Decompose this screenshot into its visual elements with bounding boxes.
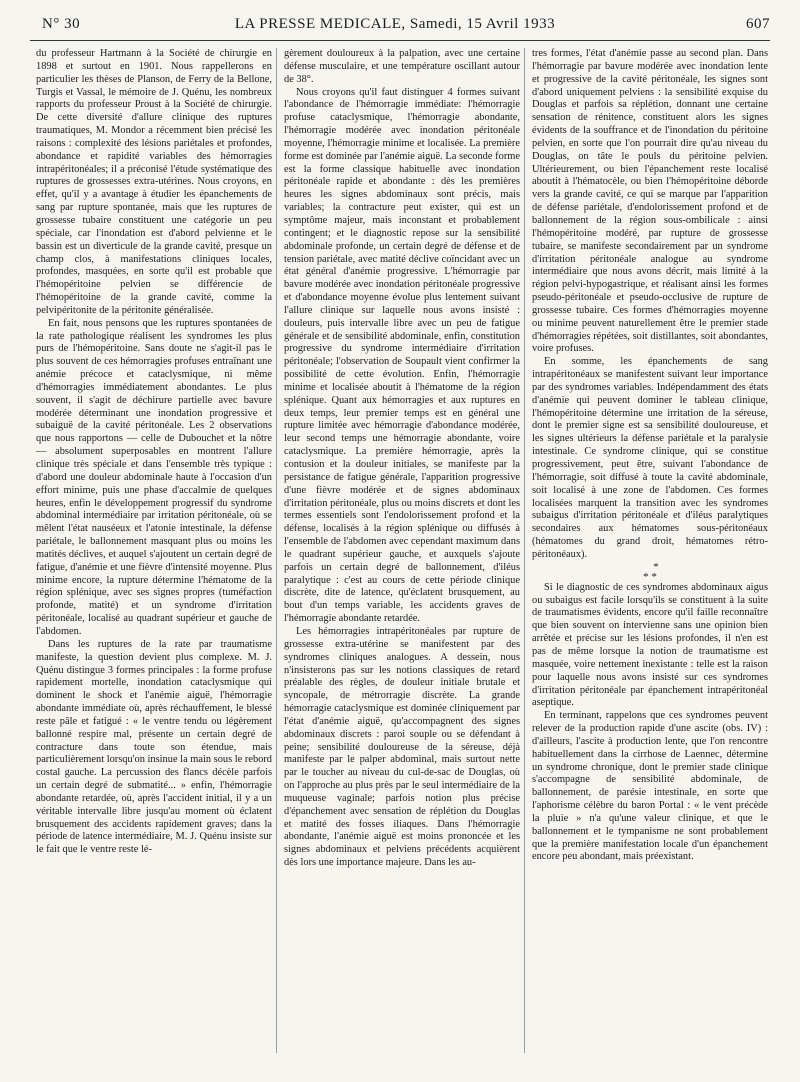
column-divider <box>276 48 277 1053</box>
paragraph: Si le diagnostic de ces syndromes abdominaux aigus ou subaigus est facile lorsqu'ils se constituent à la suite de traumatismes évidents, encore qu'il faille reconnaître que bien souvent on intervienne sans une opinion bien arrêtée et précise sur les lésions profondes, il n'en est pas de même lorsque la notion de traumatisme est masquée, voire nettement inexistante : telle est la raison pour laquelle nous avons insisté sur ces syndromes d'irritation péritonéale par épanchement intrapéritonéal aseptique. <box>532 581 768 709</box>
paragraph: En somme, les épanchements de sang intrapéritonéaux se manifestent suivant leur importance par des syndromes variables. Indépendamment des états d'anémie qui peuvent dominer le tableau clinique, l'hémopéritoine détermine une irritation de la séreuse, dont le premier signe est sa sensibilité douloureuse, et les signes ultérieurs la défense pariétale et la paralysie intestinale. Ce syndrome clinique, qui se constitue progressivement, peut être, suivant l'abondance de l'hémorragie, soit diffusé à toute la cavité abdominale, soit localisé à une zone de l'abdomen. Ces formes localisées marquent la transition avec les syndromes subaigus d'irritation péritonéale et d'iléus paralytiques secondaires aux hématomes sous-péritonéaux (hématomes du grand droit, hématomes rétro-péritonéaux). <box>532 356 768 560</box>
running-header <box>20 16 770 38</box>
text-column-3 <box>532 48 768 864</box>
paragraph: gèrement douloureux à la palpation, avec une certaine défense musculaire, et une température oscillant autour de 38°. <box>284 48 520 85</box>
page-number: 607 <box>746 16 770 32</box>
paragraph: Nous croyons qu'il faut distinguer 4 formes suivant l'abondance de l'hémorragie immédiate: l'hémorragie profuse cataclysmique, l'hémorragie abondante, l'hémorragie modérée avec inondation péritonéale moyenne, l'hémorragie minime et localisée. La première forme est dominée par l'anémie aiguë. La seconde forme est la forme classique habituelle avec inondation péritonéale rapide et abondante : dès les premières heures les signes abdominaux sont précis, mais variables; la contracture peut exister, qui est un symptôme majeur, mais inconstant et probablement contingent; et le diagnostic repose sur la sensibilité abdominale profonde, un certain degré de défense et de tension pariétale, avec matité déclive coïncidant avec un état général d'anémie progressive. L'hémorragie par bavure modérée avec inondation péritonéale progressive et d'abondance moyenne évolue plus lentement suivant l'allure clinique sur laquelle nous avons insisté : douleurs, puis intervalle libre avec un peu de fatigue générale et de sensibilité abdominale, enfin, constitution progressive du syndrome intermédiaire d'irritation péritonéale; l'observation de Soupault vient confirmer la possibilité de cette évolution. Enfin, l'hémorragie minime et localisée aboutit à l'hématome de la région splénique. Quant aux hémorragies et aux ruptures en deux temps, leur premier temps est en général une rupture limitée avec hémorragie d'abondance modérée, leur second temps une hémorragie abondante, voire cataclysmique. La première hémorragie, après la contusion et la douleur initiales, se manifeste par la persistance de fatigue générale, l'apparition progressive d'une fièvre modérée et de signes abdominaux d'irritation péritonéale, plus ou moins discrets et dont les termes essentiels sont l'endolorissement profond et la défense, localisés à la région splénique ou diffusés à l'ensemble de l'abdomen avec cependant maximum dans le quadrant supérieur gauche, et auxquels s'ajoute parfois un certain degré de ballonnement, d'iléus paralytique : c'est au cours de cette période clinique discrète, dite de latence, qu'éclatent brusquement, au bout d'un temps variable, les accidents graves de l'hémorragie abondante retardée. <box>284 86 520 625</box>
journal-title: LA PRESSE MEDICALE, Samedi, 15 Avril 1933 <box>234 16 556 32</box>
text-column-1 <box>36 48 272 857</box>
paragraph: En terminant, rappelons que ces syndromes peuvent relever de la production rapide d'une ascite (obs. IV) : d'ailleurs, l'ascite à production lente, que l'on rencontre habituellement dans la cirrhose de Laennec, détermine un syndrome chronique, dont le premier stade clinique s'accompagne de sensibilité abdominale, de ballonnement, de parésie intestinale, en sorte que l'aphorisme célèbre du baron Portal : « le vent précède la pluie » n'a qu'une valeur clinique, et que le ballonnement et le tympanisme ne sont probablement que la première manifestation locale d'un épanchement encore peu abondant, mais préexistant. <box>532 710 768 863</box>
paragraph: Dans les ruptures de la rate par traumatisme manifeste, la question devient plus complexe. M. J. Quénu distingue 3 formes principales : la forme profuse rapidement mortelle, inondation cataclysmique qui dominent le shock et l'anémie aiguë, l'hémorragie abondante immédiate où, après réchauffement, le blessé reste pâle et fatigué : « le ventre tendu ou légèrement ballonné respire mal, présente un certain degré de contracture dans toute son étendue, mais particulièrement lorsqu'on insinue la main sous le rebord costal gauche. La percussion des flancs décèle parfois un certain degré de submatité... » enfin, l'hémorragie abondante retardée, où, après l'accident initial, il y a un véritable intervalle libre jusqu'au moment où éclatent brusquement des accidents rapidement graves; dans la période de latence intermédiaire, M. J. Quénu insiste sur le fait que le ventre reste lé- <box>36 638 272 856</box>
section-separator-stars: * * * <box>643 560 659 583</box>
paragraph: tres formes, l'état d'anémie passe au second plan. Dans l'hémorragie par bavure modérée avec inondation lente et progressive de la cavité péritonéale, les signes sont d'abord uniquement pelviens : la sensibilité exquise du Douglas et parfois sa réplétion, donnant une certaine sensation de rénitence, constituent alors les signes évidents de la souffrance et de l'inondation du péritoine pelvien, en sorte que l'on pourrait dire qu'au niveau du Douglas, on tâte le pouls du péritoine pelvien. Ultérieurement, ou bien l'épanchement reste localisé aboutit à l'hématocèle, ou bien l'hémopéritoine déborde vers la grande cavité, ce qui se marque par l'apparition de défense pariétale, d'endolorissement profond et de ballonnement de la région sous-ombilicale : ainsi l'hémopéritoine modéré, par rupture de grossesse tubaire, se manifeste secondairement par un syndrome d'irritation péritonéale analogue au syndrome intermédiaire que nous avons décrit, mais limité à la région pelvi-hypogastrique, et réalisant ainsi les formes pseudo-péritonéale et pseudo-occlusive de rupture de grossesse tubaire. Ces formes d'hémorragies moyenne ou minime peuvent naturellement être le premier stade d'hémorragies répétées, soit distillantes, soit abondantes, voire profuses. <box>532 48 768 355</box>
paragraph: En fait, nous pensons que les ruptures spontanées de la rate pathologique réalisent les syndromes les plus purs de l'hémopéritoine. Sans doute ne s'agit-il pas le plus souvent de ces hémorragies profuses entraînant une anémie précoce et cataclysmique, ni même d'hémorragies immédiatement abondantes. Le plus souvent, il s'agit de déchirure partielle avec bavure modérée déterminant une inondation progressive et subaiguë de la cavité péritonéale. Les 2 observations que nous rapportons — celle de Dubouchet et la nôtre — absolument superposables en montrent l'allure clinique très spéciale et dans l'ensemble très typique : d'abord une douleur abdominale haute à l'occasion d'un effort minime, puis une phase d'accalmie de quelques heures, enfin le développement progressif du syndrome abdominal intermédiaire par irritation péritonéale, où se mêlent l'état nauséeux et l'atonie intestinale, la défense pariétale, le ballonnement masquant plus ou moins les matités déclives, et auquel s'ajoutent un certain degré de fatigue, d'anémie et une fièvre d'intensité moyenne. Plus minime encore, la rupture détermine l'hématome de la région splénique, avec ses signes propres (tuméfaction profonde, matité) et un syndrome d'irritation péritonéale, localisé au quadrant supérieur et gauche de l'abdomen. <box>36 317 272 637</box>
header-rule <box>30 40 770 41</box>
paragraph: du professeur Hartmann à la Société de chirurgie en 1898 et surtout en 1901. Nous rappellerons en particulier les thèses de Planson, de Ferry de la Bellone, Turgis et Vassal, le mémoire de J. Quénu, les nombreux rapports du professeur Proust à la Société de chirurgie. De cette diversité d'allure clinique des ruptures traumatiques, M. Mondor a récemment bien précisé les raisons : complexité des lésions pariétales et profondes, abondance et rapidité variables des hémorragies intrapéritonéales; il a préconisé l'étude systématique des ruptures de grossesses extra-utérines. Nous croyons, en effet, qu'il y a avantage à étudier les épanchements de sang par rupture spontanée, mais que les ruptures de grossesse tubaire constituent une catégorie un peu spéciale, car l'inondation est d'abord pelvienne et le bassin est un diverticule de la grande cavité, presque un champ clos, à manifestations cliniques locales, profondes, masquées, en sorte qu'il est probable que l'hémopéritoine pelvien se différencie de l'hémopéritoine de la grande cavité, comme la pelvipéritonite de la péritonite généralisée. <box>36 48 272 316</box>
issue-number: N° 30 <box>42 16 81 32</box>
paragraph: Les hémorragies intrapéritonéales par rupture de grossesse extra-utérine se manifestent par des syndromes cliniques analogues. A dessein, nous n'insisterons pas sur les notions classiques de retard préalable des règles, de douleur initiale brutale et syncopale, de métrorragie discrète. La grande hémorragie cataclysmique est dominée cliniquement par l'état d'anémie aiguë, qu'accompagnent des signes abdominaux discrets : paroi souple ou se défendant à peine; sensibilité douloureuse de la séreuse, déjà manifeste par le palper abdominal, mais surtout nette par le toucher au niveau du cul-de-sac de Douglas, où on l'approche au plus près par le seul intermédiaire de la muqueuse vaginale; parfois notion plus précise d'épanchement avec sensation de réplétion du Douglas et matité des fosses iliaques. Dans l'hémorragie abondante, l'anémie aiguë est moins prononcée et les signes abdominaux et pelviens précédents acquièrent dès lors une importance majeure. Dans les au- <box>284 625 520 869</box>
text-column-2 <box>284 48 520 870</box>
column-divider <box>524 48 525 1053</box>
